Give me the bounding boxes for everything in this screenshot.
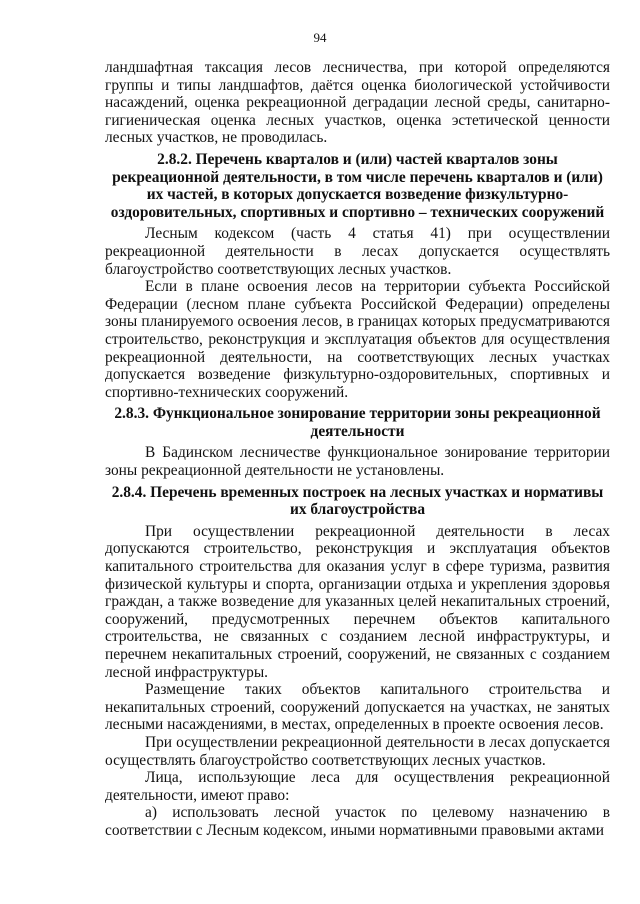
section-2-8-2-paragraph: Лесным кодексом (часть 4 статья 41) при осуществлении рекреационной деятельности в лесах допускается осуществлять благоустройство соответствующих лесных участков. <box>105 225 610 278</box>
page-number: 94 <box>313 30 327 45</box>
section-2-8-4-paragraph: Лица, использующие леса для осуществления рекреационной деятельности, имеют право: <box>105 769 610 804</box>
section-2-8-2-paragraph: Если в плане освоения лесов на территории субъекта Российской Федерации (лесном плане субъекта Российской Федерации) определены зоны планируемого освоения лесов, в границах которых предусматриваются строительство, реконструкция и эксплуатация объектов для осуществления рекреационной деятельности, на соответствующих лесных участках допускается возведение физкультурно-оздоровительных, спортивных и спортивно-технических сооружений. <box>105 278 610 401</box>
section-2-8-4-heading: 2.8.4. Перечень временных построек на лесных участках и нормативы их благоустройства <box>111 483 604 519</box>
section-2-8-2-heading: 2.8.2. Перечень кварталов и (или) частей кварталов зоны рекреационной деятельности, в том числе перечень кварталов и (или) их частей, в которых допускается возведение физкультурно-оздоровительных, спортивных и спортивно – технических сооружений <box>110 150 605 221</box>
section-2-8-4-paragraph: При осуществлении рекреационной деятельности в лесах допускается осуществлять благоустройство соответствующих лесных участков. <box>105 733 610 769</box>
section-2-8-4-paragraph: Размещение таких объектов капитального строительства и некапитальных строений, сооружений допускается на участках, не занятых лесными насаждениями, в местах, определенных в проекте освоения лесов. <box>105 681 610 734</box>
page-content <box>105 59 610 840</box>
section-2-8-3-heading: 2.8.3. Функциональное зонирование территории зоны рекреационной деятельности <box>114 405 601 440</box>
section-2-8-4-paragraph: а) использовать лесной участок по целевому назначению в соответствии с Лесным кодексом, иными нормативными правовыми актами <box>105 804 610 839</box>
intro-paragraph: ландшафтная таксация лесов лесничества, при которой определяются группы и типы ландшафтов, даётся оценка биологической устойчивости насаждений, оценка рекреационной деградации лесной среды, санитарно- гигиеническая оценка лесных участков, оценка эстетической ценности лесных участков, не проводилась. <box>105 59 610 147</box>
section-2-8-3-paragraph: В Бадинском лесничестве функциональное зонирование территории зоны рекреационной деятельности не установлены. <box>105 444 610 480</box>
section-2-8-4-paragraph: При осуществлении рекреационной деятельности в лесах допускаются строительство, реконструкция и эксплуатация объектов капитального строительства для оказания услуг в сфере туризма, развития физической культуры и спорта, организации отдыха и укрепления здоровья граждан, а также возведение для указанных целей некапитальных строений, сооружений, предусмотренных перечнем объектов капитального строительства, не связанных с созданием лесной инфраструктуры, и перечнем некапитальных строений, сооружений, не связанных с созданием лесной инфраструктуры. <box>105 522 610 681</box>
